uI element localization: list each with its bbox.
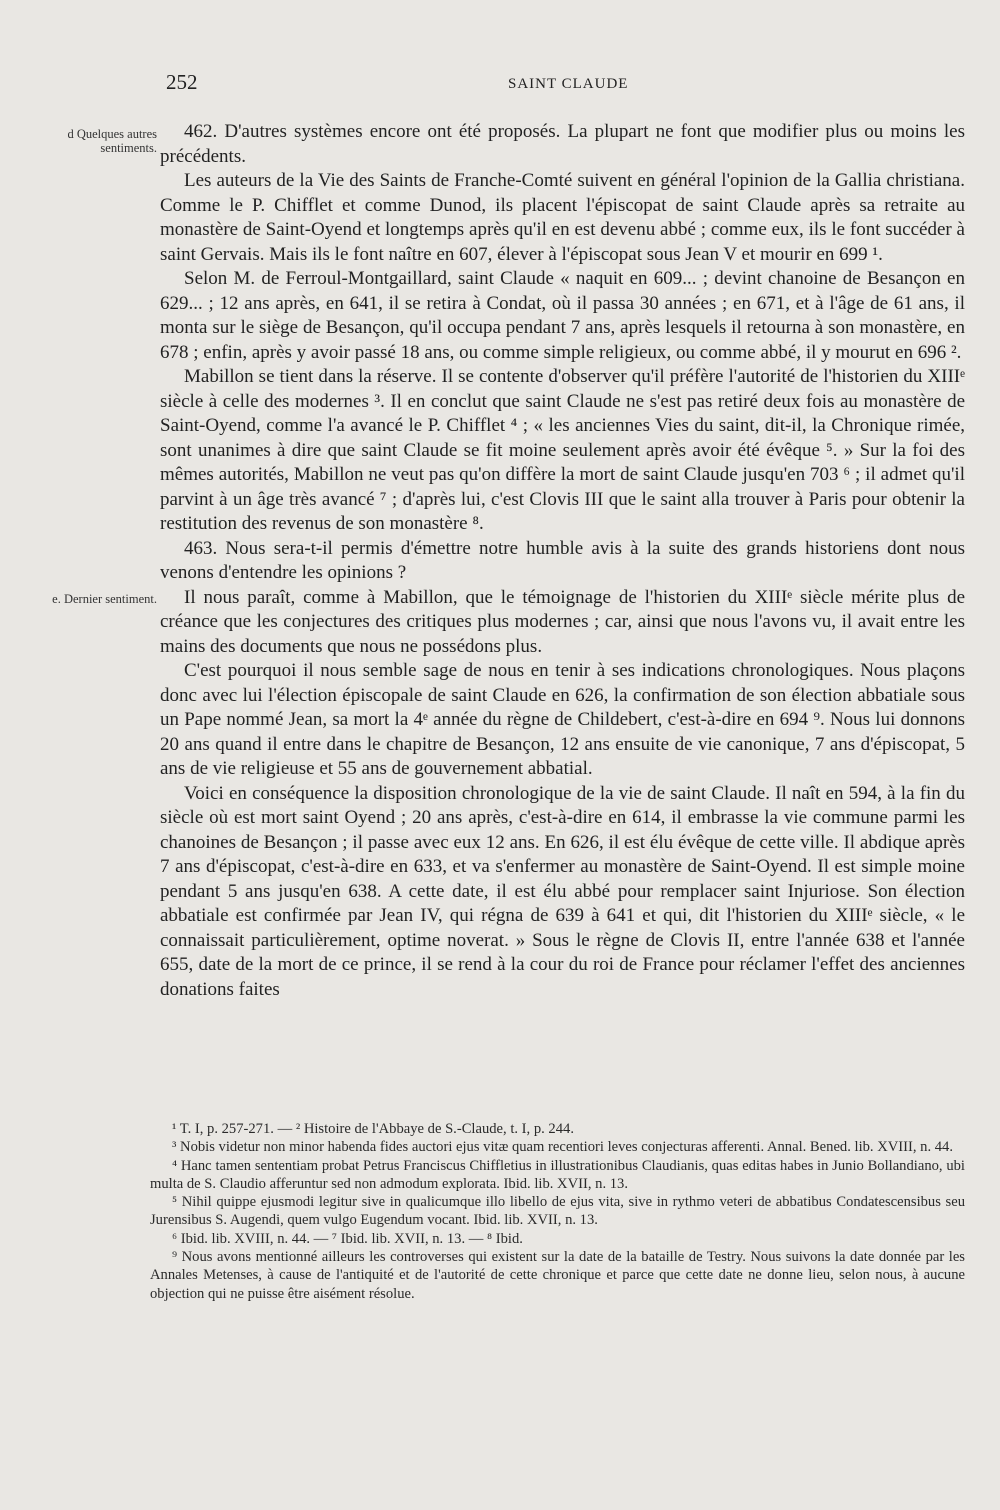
paragraph: C'est pourquoi il nous semble sage de nous en tenir à ses indications chronologiques. Nous plaçons donc avec lui l'élection épiscopale de saint Claude en 626, la confirmation de son élection abbatiale sous un Pape nommé Jean, sa mort la 4ᵉ année du règne de Childebert, c'est-à-dire en 694 ⁹. Nous lui donnons 20 ans quand il entre dans le chapitre de Besançon, 12 ans ensuite de vie canonique, 7 ans d'épiscopat, 5 ans de vie religieuse et 55 ans de gouvernement abbatial. bbox=[160, 660, 965, 779]
paragraph: Les auteurs de la Vie des Saints de Franche-Comté suivent en général l'opinion de la Gallia christiana. Comme le P. Chifflet et comme Dunod, ils placent l'épiscopat de saint Claude après sa retraite au monastère de Saint-Oyend et longtemps après qu'il en est devenu abbé ; comme eux, ils le font succéder à saint Gervais. Mais ils le font naître en 607, élever à l'épiscopat sous Jean V et mourir en 699 ¹. bbox=[160, 170, 965, 265]
paragraph: Il nous paraît, comme à Mabillon, que le témoignage de l'historien du XIIIᵉ siècle mérite plus de créance que les conjectures des critiques plus modernes ; car, ainsi que nous l'avons vu, il avait entre les mains des documents que nous ne possédons plus. bbox=[160, 586, 965, 657]
page-number: 252 bbox=[166, 70, 198, 94]
footnote: ⁴ Hanc tamen sententiam probat Petrus Franciscus Chiffletius in illustrationibus Claudianis, quas editas habes in Junio Bollandiano, ubi multa de S. Claudio afferuntur sed non admodum explorata. Ibid. lib. XVII, n. 13. bbox=[150, 1157, 965, 1192]
running-title: SAINT CLAUDE bbox=[508, 76, 629, 92]
margin-note-dernier-sentiment: e. Dernier sentiment. bbox=[52, 592, 157, 606]
footnote: ⁶ Ibid. lib. XVIII, n. 44. — ⁷ Ibid. lib. XVII, n. 13. — ⁸ Ibid. bbox=[172, 1230, 523, 1247]
footnote: ⁹ Nous avons mentionné ailleurs les controverses qui existent sur la date de la bataille de Testry. Nous suivons la date donnée par les Annales Metenses, à cause de l'antiquité et de l'autorité de cette chronique et parce que cette date ne donne lieu, selon nous, à aucune objection qui ne puisse être aisément résolue. bbox=[150, 1249, 965, 1302]
footnote: ³ Nobis videtur non minor habenda fides auctori ejus vitæ quam recentiori leves conjecturas afferenti. Annal. Bened. lib. XVIII, n. 44. bbox=[172, 1139, 954, 1156]
paragraph: 463. Nous sera-t-il permis d'émettre notre humble avis à la suite des grands historiens dont nous venons d'entendre les opinions ? bbox=[160, 537, 965, 583]
footnote: ¹ T. I, p. 257-271. — ² Histoire de l'Abbaye de S.-Claude, t. I, p. 244. bbox=[172, 1121, 574, 1137]
paragraph: Mabillon se tient dans la réserve. Il se contente d'observer qu'il préfère l'autorité de l'historien du XIIIᵉ siècle à celle des modernes ³. Il en conclut que saint Claude ne s'est pas retiré deux fois au monastère de Saint-Oyend, comme l'a avancé le P. Chifflet ⁴ ; « les anciennes Vies du saint, dit-il, la Chronique rimée, sont unanimes à dire que saint Claude se fit moine seulement après avoir été évêque ⁵. » Sur la foi des mêmes autorités, Mabillon ne veut pas qu'on diffère la mort de saint Claude jusqu'en 703 ⁶ ; il admet qu'il parvint à un âge très avancé ⁷ ; d'après lui, c'est Clovis III que le saint alla trouver à Paris pour obtenir la restitution des revenus de son monastère ⁸. bbox=[160, 366, 965, 534]
paragraph: Voici en conséquence la disposition chronologique de la vie de saint Claude. Il naît en 594, à la fin du siècle où est mort saint Oyend ; 20 ans après, c'est-à-dire en 614, il embrasse la vie commune parmi les chanoines de Besançon ; il passe avec eux 12 ans. En 626, il est élu évêque de cette ville. Il abdique après 7 ans d'épiscopat, c'est-à-dire en 633, et va s'enfermer au monastère de Saint-Oyend. Il est simple moine pendant 5 ans jusqu'en 638. A cette date, il est élu abbé pour remplacer saint Injuriose. Son élection abbatiale est confirmée par Jean IV, qui régna de 639 à 641 et qui, dit l'historien du XIIIᵉ siècle, « le connaissait particulièrement, optime noverat. » Sous le règne de Clovis II, entre l'année 638 et l'année 655, date de la mort de ce prince, il se rend à la cour du roi de France pour réclamer l'effet des anciennes donations faites bbox=[160, 782, 965, 1000]
footnote: ⁵ Nihil quippe ejusmodi legitur sive in qualicumque illo libello de ejus vita, sive in rythmo veteri de abbatibus Condatescensibus seu Jurensibus S. Augendi, quem vulgo Eugendum vocant. Ibid. lib. XVII, n. 13. bbox=[150, 1194, 965, 1229]
paragraph: Selon M. de Ferroul-Montgaillard, saint Claude « naquit en 609... ; devint chanoine de Besançon en 629... ; 12 ans après, en 641, il se retira à Condat, où il passa 30 années ; en 671, et à l'âge de 61 ans, il monta sur le siège de Besançon, qu'il occupa pendant 7 ans, après lesquels il retourna à son monastère, en 678 ; enfin, après y avoir passé 18 ans, ou comme simple religieux, ou comme abbé, il y mourut en 696 ². bbox=[160, 268, 965, 363]
paragraph: 462. D'autres systèmes encore ont été proposés. La plupart ne font que modifier plus ou moins les précédents. bbox=[160, 121, 965, 167]
margin-note-quelques-autres-sentiments: d Quelques autres sentiments. bbox=[67, 127, 157, 155]
main-text bbox=[160, 120, 965, 1002]
footnotes bbox=[150, 1120, 965, 1303]
